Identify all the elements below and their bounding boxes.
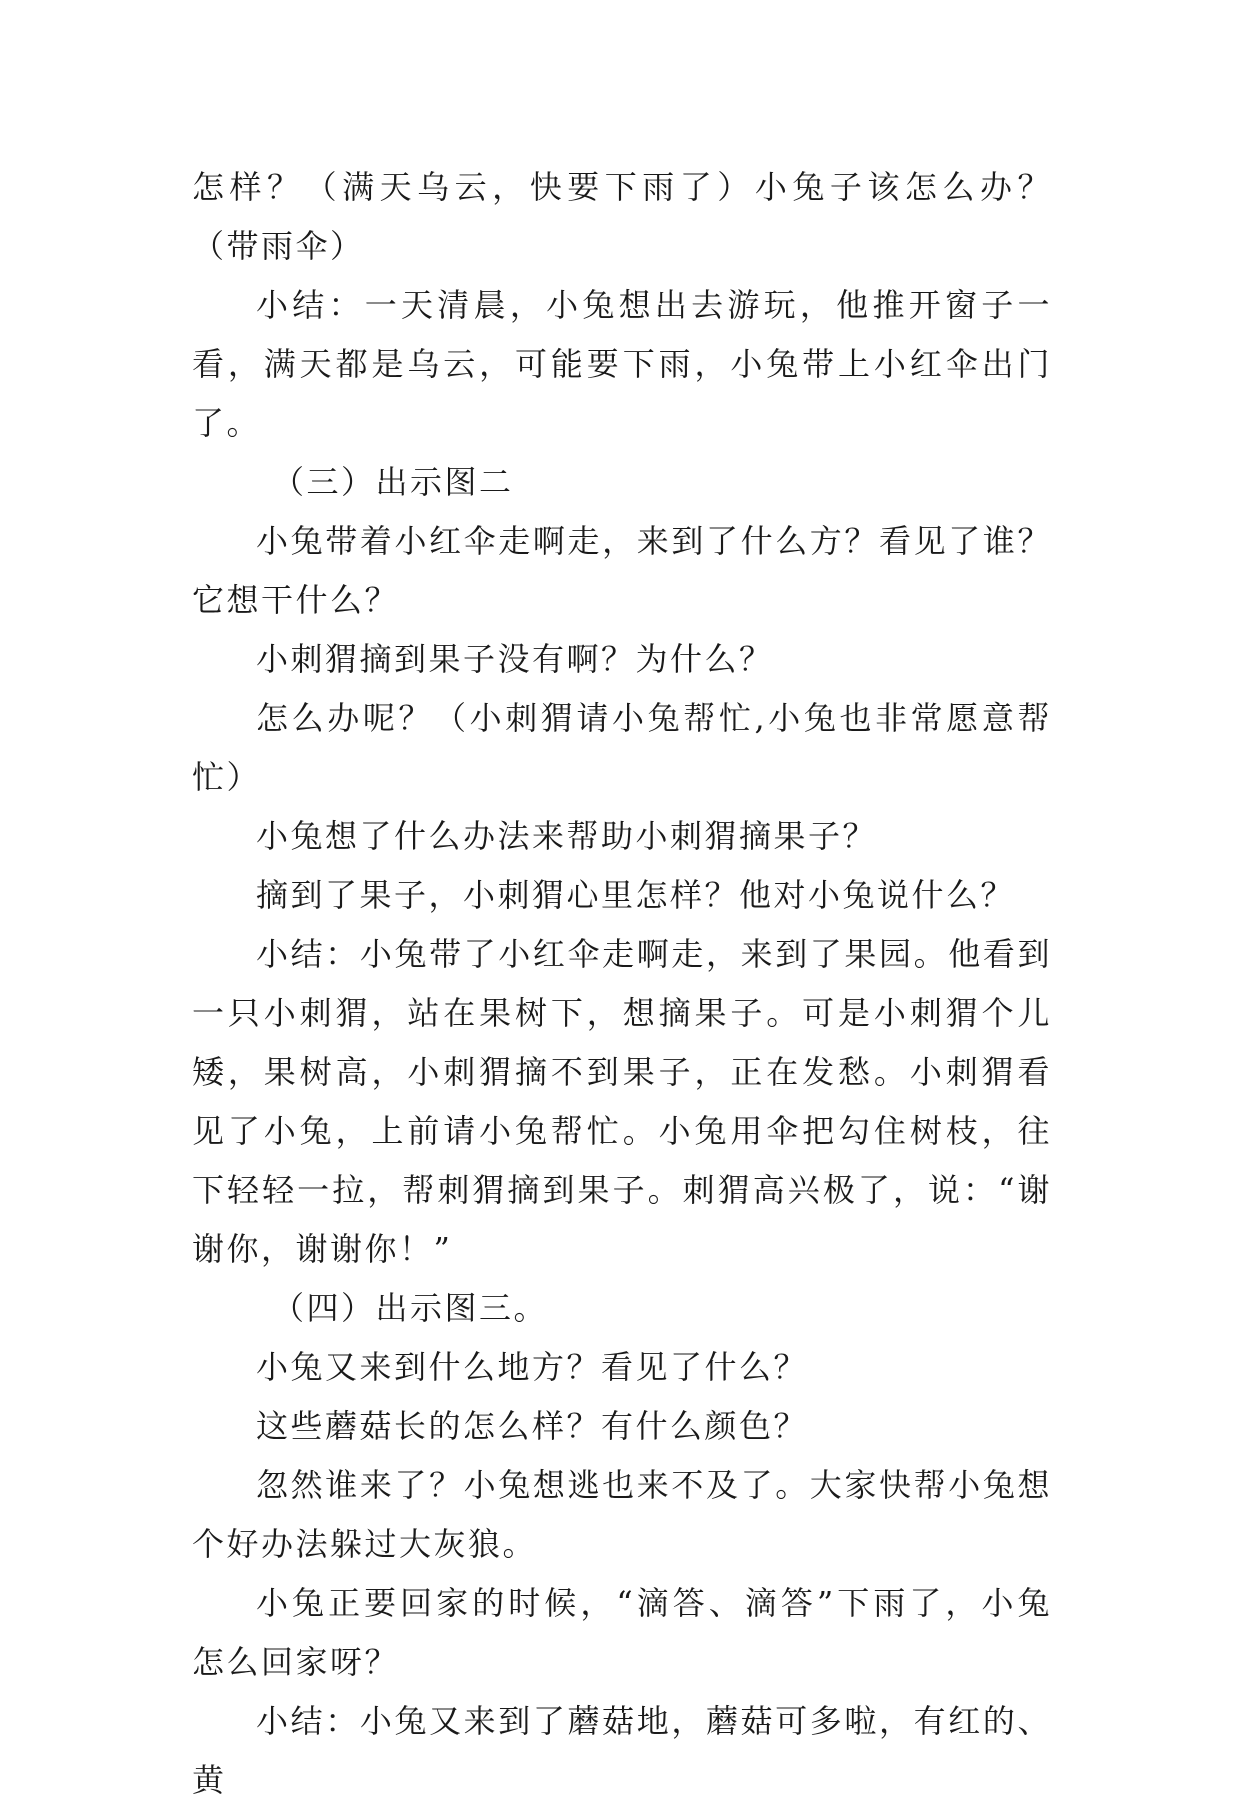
paragraph-5: 小刺猬摘到果子没有啊？为什么？ bbox=[256, 640, 774, 678]
section-heading-4: （四）出示图三。 bbox=[272, 1289, 549, 1327]
paragraph-13: 忽然谁来了？小兔想逃也来不及了。大家快帮小兔想个好办法躲过大灰狼。 bbox=[192, 1466, 1052, 1563]
paragraph-2-summary: 小结：一天清晨，小兔想出去游玩，他推开窗子一看，满天都是乌云，可能要下雨，小兔带上小红伞出门了。 bbox=[192, 286, 1052, 442]
paragraph-6: 怎么办呢？（小刺猬请小兔帮忙,小兔也非常愿意帮忙） bbox=[192, 699, 1052, 796]
paragraph-14: 小兔正要回家的时候，“滴答、滴答”下雨了，小兔怎么回家呀？ bbox=[192, 1584, 1052, 1681]
document-body bbox=[192, 158, 1052, 1810]
paragraph-7: 小兔想了什么办法来帮助小刺猬摘果子？ bbox=[256, 817, 878, 855]
paragraph-1: 怎样？（满天乌云，快要下雨了）小兔子该怎么办？（带雨伞） bbox=[192, 168, 1052, 265]
paragraph-12: 这些蘑菇长的怎么样？有什么颜色？ bbox=[256, 1407, 809, 1445]
paragraph-9-summary: 小结：小兔带了小红伞走啊走，来到了果园。他看到一只小刺猬，站在果树下，想摘果子。可是小刺猬个儿矮，果树高，小刺猬摘不到果子，正在发愁。小刺猬看见了小兔，上前请小兔帮忙。小兔用伞把勾住树枝，往下轻轻一拉，帮刺猬摘到果子。刺猬高兴极了，说：“谢谢你，谢谢你！” bbox=[192, 935, 1052, 1268]
paragraph-4: 小兔带着小红伞走啊走，来到了什么方？看见了谁？它想干什么？ bbox=[192, 522, 1052, 619]
paragraph-11: 小兔又来到什么地方？看见了什么？ bbox=[256, 1348, 809, 1386]
paragraph-15-summary: 小结：小兔又来到了蘑菇地，蘑菇可多啦，有红的、黄 bbox=[192, 1702, 1052, 1799]
paragraph-8: 摘到了果子，小刺猬心里怎样？他对小兔说什么？ bbox=[256, 876, 1016, 914]
section-heading-3: （三）出示图二 bbox=[272, 463, 514, 501]
